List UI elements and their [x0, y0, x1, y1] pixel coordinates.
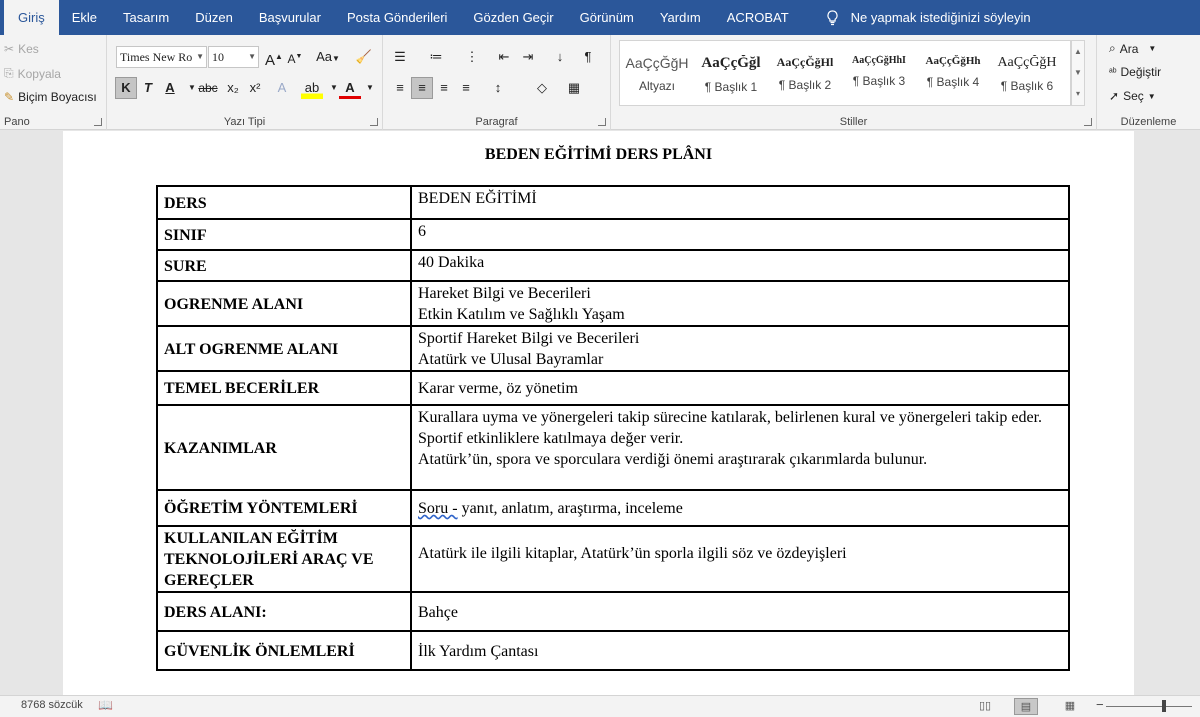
align-center-icon[interactable]: ≡ [411, 77, 433, 99]
zoom-out-icon[interactable]: − [1096, 697, 1104, 712]
font-color-icon[interactable]: A [339, 77, 361, 99]
tell-me-box[interactable] [826, 10, 1031, 26]
underline-dropdown-icon[interactable]: ▼ [188, 83, 196, 92]
ribbon [0, 35, 1200, 130]
font-group-label: Yazı Tipi [223, 116, 266, 128]
row-label: SINIF [157, 219, 411, 250]
styles-gallery-scroll [1071, 40, 1085, 106]
table-row [157, 490, 1069, 526]
subscript-button[interactable]: x₂ [227, 80, 239, 95]
bullets-icon[interactable]: ☰ [394, 49, 406, 64]
styles-gallery [619, 40, 1071, 106]
replace-icon: ᵃᵇ [1109, 66, 1117, 78]
table-row [157, 219, 1069, 250]
row-value: Atatürk ile ilgili kitaplar, Atatürk’ün sporla ilgili söz ve özdeyişleri [411, 526, 1069, 592]
cut-button[interactable]: ✂ Kes [4, 42, 39, 56]
paragraph-group-label: Paragraf [475, 116, 518, 128]
row-value: BEDEN EĞİTİMİ [411, 186, 1069, 219]
row-value: Soru - yanıt, anlatım, araştırma, inceleme [411, 490, 1069, 526]
underline-button[interactable]: A [165, 80, 175, 95]
font-dialog-launcher-icon[interactable] [370, 118, 378, 126]
row-label: GÜVENLİK ÖNLEMLERİ [157, 631, 411, 670]
tab-giris[interactable]: Giriş [4, 0, 59, 35]
more-styles-icon[interactable]: ▾ [1075, 89, 1080, 98]
borders-icon[interactable]: ▦ [567, 80, 581, 95]
word-count[interactable]: 8768 sözcük [21, 699, 83, 711]
row-label: KAZANIMLAR [157, 405, 411, 490]
row-label: DERS ALANI: [157, 592, 411, 631]
editing-group [1097, 35, 1200, 130]
document-page[interactable] [63, 131, 1134, 695]
search-icon: ⌕ [1109, 41, 1116, 55]
paintbrush-icon: ✎ [4, 90, 15, 104]
font-name-combo[interactable]: Times New Ro ▼ [116, 46, 207, 68]
table-row [157, 592, 1069, 631]
row-value: Bahçe [411, 592, 1069, 631]
row-value: Hareket Bilgi ve Becerileri Etkin Katılım ve Sağlıklı Yaşam [411, 281, 1069, 326]
superscript-button[interactable]: x² [249, 80, 261, 95]
shrink-font-button[interactable]: A▼ [287, 52, 303, 66]
sort-icon[interactable]: ↓ [556, 49, 564, 64]
font-size-combo[interactable]: 10 ▼ [208, 46, 259, 68]
align-right-icon[interactable]: ≡ [440, 80, 448, 95]
tab-posta-gonderileri[interactable]: Posta Gönderileri [346, 10, 448, 25]
paragraph-dialog-launcher-icon[interactable] [598, 118, 606, 126]
justify-icon[interactable]: ≡ [462, 80, 470, 95]
scissors-icon: ✂ [4, 42, 15, 56]
tab-acrobat[interactable]: ACROBAT [726, 10, 789, 25]
table-row [157, 281, 1069, 326]
select-button[interactable]: ➚ Seç ▼ [1109, 89, 1156, 103]
scroll-up-icon[interactable]: ▲ [1074, 47, 1082, 56]
row-label: OGRENME ALANI [157, 281, 411, 326]
numbering-icon[interactable]: ≔ [429, 49, 443, 64]
spelling-squiggle: Soru - [418, 500, 458, 517]
table-row [157, 526, 1069, 592]
line-spacing-icon[interactable]: ↕ [494, 80, 502, 95]
table-row [157, 326, 1069, 371]
clipboard-group [0, 35, 107, 130]
align-left-icon[interactable]: ≡ [396, 80, 404, 95]
table-row [157, 631, 1069, 670]
multilevel-list-icon[interactable]: ⋮ [465, 49, 479, 64]
chevron-down-icon: ▼ [1148, 44, 1157, 53]
styles-dialog-launcher-icon[interactable] [1084, 118, 1092, 126]
row-label: SURE [157, 250, 411, 281]
tell-me-text: Ne yapmak istediğinizi söyleyin [850, 10, 1031, 25]
shading-icon[interactable]: ◇ [537, 80, 547, 95]
cursor-arrow-icon: ➚ [1109, 89, 1120, 103]
text-effects-icon[interactable]: A [277, 80, 287, 95]
row-value: 6 [411, 219, 1069, 250]
bold-button[interactable]: K [115, 77, 137, 99]
copy-button[interactable]: ⎘ Kopyala [4, 66, 61, 81]
zoom-slider-track[interactable] [1106, 706, 1192, 707]
increase-indent-icon[interactable]: ⇥ [522, 49, 534, 64]
read-mode-icon[interactable]: ▯▯ [978, 700, 992, 712]
web-layout-icon[interactable]: ▦ [1064, 700, 1076, 712]
clipboard-group-label: Pano [4, 116, 30, 128]
highlight-dropdown-icon[interactable]: ▼ [330, 83, 338, 92]
style-baslik-2[interactable]: AaÇçĞğHl ¶ Başlık 2 [776, 55, 834, 92]
replace-button[interactable]: ᵃᵇ Değiştir [1109, 65, 1162, 79]
clear-formatting-icon[interactable]: 🧹 [355, 49, 373, 64]
tab-yardim[interactable]: Yardım [659, 10, 701, 25]
italic-button[interactable]: T [144, 80, 152, 95]
lesson-plan-table [156, 185, 1070, 671]
format-painter-button[interactable]: ✎ Biçim Boyacısı [4, 90, 97, 104]
grow-font-button[interactable]: A▲ [265, 52, 283, 69]
tab-ekle[interactable]: Ekle [71, 10, 98, 25]
row-label: ALT OGRENME ALANI [157, 326, 411, 371]
style-baslik-3[interactable]: AaÇçĞğHhI ¶ Başlık 3 [852, 55, 906, 88]
row-label: ÖĞRETİM YÖNTEMLERİ [157, 490, 411, 526]
change-case-button[interactable]: Aa▼ [316, 49, 340, 64]
scroll-down-icon[interactable]: ▼ [1074, 68, 1082, 77]
paragraph-group [383, 35, 611, 130]
find-button[interactable]: ⌕ Ara ▼ [1109, 41, 1157, 56]
print-layout-icon[interactable]: ▤ [1014, 698, 1038, 715]
copy-icon: ⎘ [4, 66, 14, 80]
editing-group-label: Düzenleme [1120, 116, 1177, 128]
table-row [157, 405, 1069, 490]
row-value: 40 Dakika [411, 250, 1069, 281]
font-color-dropdown-icon[interactable]: ▼ [366, 83, 374, 92]
show-formatting-marks-icon[interactable]: ¶ [584, 49, 592, 64]
chevron-down-icon: ▼ [248, 52, 256, 61]
lightbulb-icon [826, 10, 839, 26]
chevron-down-icon: ▼ [196, 52, 204, 61]
status-bar [0, 695, 1200, 717]
tab-duzen[interactable]: Düzen [195, 10, 233, 25]
proofing-icon[interactable]: 📖 [98, 698, 113, 712]
row-value: Sportif Hareket Bilgi ve Becerileri Atatürk ve Ulusal Bayramlar [411, 326, 1069, 371]
style-baslik-1[interactable]: AaÇçĞğl ¶ Başlık 1 [701, 55, 761, 94]
row-value: İlk Yardım Çantası [411, 631, 1069, 670]
tab-gorunum[interactable]: Görünüm [579, 10, 634, 25]
font-group [107, 35, 383, 130]
strikethrough-button[interactable]: abc [198, 81, 218, 95]
ribbon-tab-bar [0, 0, 1200, 35]
row-value: Kurallara uyma ve yönergeleri takip sürecine katılarak, belirlenen kural ve yönergeleri takip eder. Sportif etkinliklere katılmaya değer verir. Atatürk’ün, spora ve sporculara verdiği önemi araştırarak çıkarımlarda bulunur. [411, 405, 1069, 490]
document-area [0, 131, 1200, 695]
clipboard-dialog-launcher-icon[interactable] [94, 118, 102, 126]
decrease-indent-icon[interactable]: ⇤ [498, 49, 510, 64]
row-label: DERS [157, 186, 411, 219]
zoom-slider-thumb[interactable] [1162, 700, 1166, 712]
highlight-color-icon[interactable]: ab [301, 77, 323, 99]
style-altyazi[interactable]: AaÇçĞğH Altyazı [625, 55, 689, 93]
tab-gozden-gecir[interactable]: Gözden Geçir [473, 10, 554, 25]
style-baslik-6[interactable]: AaÇçĞğH ¶ Başlık 6 [997, 55, 1057, 93]
row-value: Karar verme, öz yönetim [411, 371, 1069, 405]
style-baslik-4[interactable]: AaÇçĞğHh ¶ Başlık 4 [925, 55, 981, 89]
styles-group-label: Stiller [839, 116, 868, 128]
table-row [157, 250, 1069, 281]
table-row [157, 371, 1069, 405]
chevron-down-icon: ▼ [1147, 91, 1156, 101]
document-title: BEDEN EĞİTİMİ DERS PLÂNI [484, 146, 713, 163]
row-label: KULLANILAN EĞİTİM TEKNOLOJİLERİ ARAÇ VE GEREÇLER [157, 526, 411, 592]
tab-basvurular[interactable]: Başvurular [258, 10, 321, 25]
table-row [157, 186, 1069, 219]
tab-tasarim[interactable]: Tasarım [123, 10, 170, 25]
row-label: TEMEL BECERİLER [157, 371, 411, 405]
